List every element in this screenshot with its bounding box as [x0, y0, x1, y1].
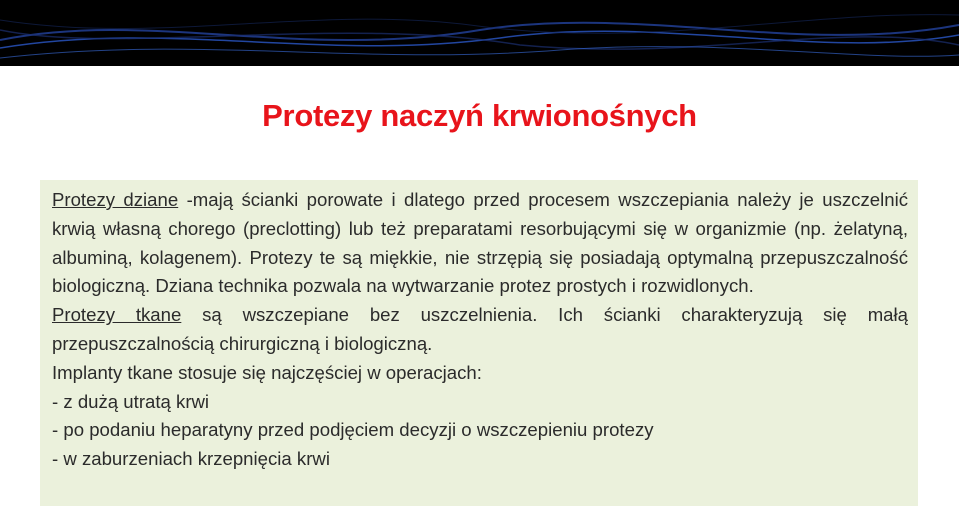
- list-item: - w zaburzeniach krzepnięcia krwi: [52, 448, 330, 470]
- list-item: - z dużą utratą krwi: [52, 390, 210, 412]
- paragraph-woven: [52, 301, 908, 359]
- slide-title: Protezy naczyń krwionośnych: [262, 98, 697, 133]
- content-box: [40, 180, 918, 506]
- text-knitted: -mają ścianki porowate i dlatego przed procesem wszczepiania należy je uszczelnić krwią własną chorego (preclotting) lub też preparatami resorbującymi się w organizmie (np. żelatyną, albuminą, kolagenem). Protezy te są miękkie, nie strzępią się posiadają optymalną przepuszczalność biologiczną. Dziana technika pozwala na wytwarzanie protez prostych i rozwidlonych.: [52, 189, 908, 297]
- paragraph-knitted: [52, 186, 908, 301]
- term-knitted: Protezy dziane: [52, 189, 179, 210]
- term-woven: Protezy tkane: [52, 304, 182, 326]
- header-decoration-band: [0, 0, 959, 66]
- text-woven: są wszczepiane bez uszczelnienia. Ich ścianki charakteryzują się małą przepuszczalnością chirurgiczną i biologiczną.: [52, 304, 908, 354]
- paragraph-implants: Implanty tkane stosuje się najczęściej w operacjach:: [52, 361, 482, 383]
- list-item: - po podaniu heparatyny przed podjęciem decyzji o wszczepieniu protezy: [52, 419, 654, 441]
- wave-decoration: [0, 0, 959, 66]
